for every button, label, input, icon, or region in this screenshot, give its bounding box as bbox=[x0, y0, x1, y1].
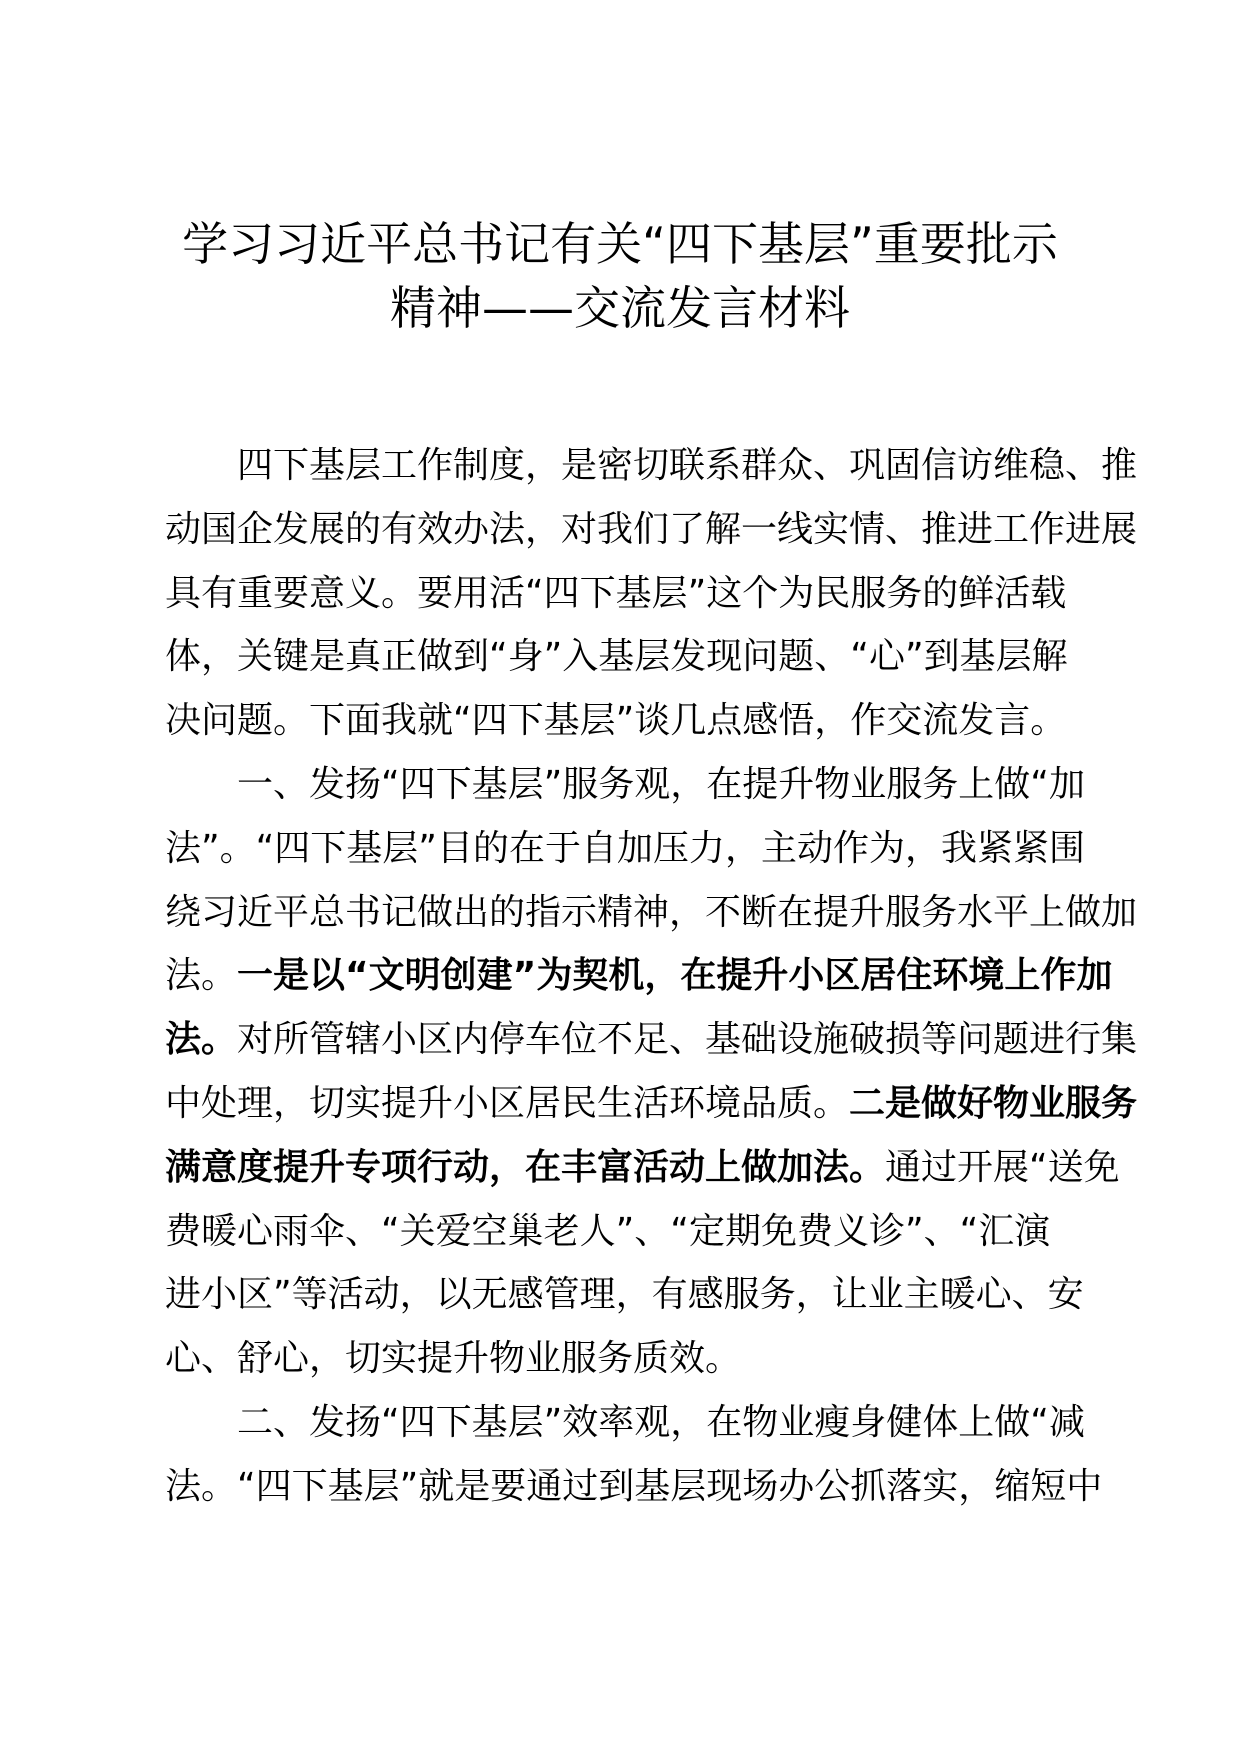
body-line bbox=[165, 1391, 1095, 1455]
bold-text-segment: 满意度提升专项行动，在丰富活动上做加法。 bbox=[165, 1146, 886, 1188]
document-title bbox=[150, 212, 1090, 340]
text-segment: 体，关键是真正做到“身”入基层发现问题、“心”到基层解 bbox=[165, 636, 1068, 678]
body-line bbox=[165, 562, 1095, 626]
text-segment: 二、发扬“四下基层”效率观，在物业瘦身健体上做“减 bbox=[237, 1401, 1085, 1443]
body-line bbox=[165, 1136, 1120, 1200]
bold-text-segment: 二是做好物业服务 bbox=[849, 1082, 1138, 1124]
body-line bbox=[165, 1327, 1095, 1391]
body-line bbox=[165, 625, 1095, 689]
text-segment: 法”。“四下基层”目的在于自加压力，主动作为，我紧紧围 bbox=[165, 827, 1085, 869]
body-line bbox=[165, 1072, 1138, 1136]
body-line bbox=[165, 434, 1138, 498]
text-segment: 对所管辖小区内停车位不足、基础设施破损等问题进行集 bbox=[237, 1019, 1138, 1061]
body-line bbox=[165, 944, 1113, 1008]
body-line bbox=[165, 881, 1138, 945]
body-line bbox=[165, 1200, 1095, 1264]
bold-text-segment: 一是以“文明创建”为契机，在提升小区居住环境上作加 bbox=[237, 955, 1113, 997]
text-segment: 进小区”等活动，以无感管理，有感服务，让业主暖心、安 bbox=[165, 1274, 1084, 1316]
text-segment: 通过开展“送免 bbox=[885, 1146, 1120, 1188]
body-line bbox=[165, 1008, 1138, 1072]
body-line bbox=[165, 689, 1095, 753]
title-line-2: 精神——交流发言材料 bbox=[390, 281, 850, 335]
text-segment: 法。 bbox=[165, 955, 238, 997]
document-body bbox=[165, 434, 1138, 1519]
text-segment: 动国企发展的有效办法，对我们了解一线实情、推进工作进展 bbox=[165, 508, 1138, 550]
body-line bbox=[165, 498, 1138, 562]
text-segment: 法。“四下基层”就是要通过到基层现场办公抓落实，缩短中 bbox=[165, 1465, 1103, 1507]
bold-text-segment: 法。 bbox=[165, 1019, 238, 1061]
text-segment: 决问题。下面我就“四下基层”谈几点感悟，作交流发言。 bbox=[165, 700, 1067, 742]
body-line bbox=[165, 1263, 1095, 1327]
text-segment: 四下基层工作制度，是密切联系群众、巩固信访维稳、推 bbox=[237, 445, 1138, 486]
body-line bbox=[165, 817, 1095, 881]
text-segment: 费暖心雨伞、“关爱空巢老人”、“定期免费义诊”、“汇演 bbox=[165, 1210, 1051, 1252]
title-line-1: 学习习近平总书记有关“四下基层”重要批示 bbox=[182, 217, 1058, 271]
body-line bbox=[165, 1455, 1103, 1519]
text-segment: 一、发扬“四下基层”服务观，在提升物业服务上做“加 bbox=[237, 763, 1085, 805]
text-segment: 绕习近平总书记做出的指示精神，不断在提升服务水平上做加 bbox=[165, 891, 1138, 933]
body-line bbox=[165, 753, 1095, 817]
text-segment: 具有重要意义。要用活“四下基层”这个为民服务的鲜活载 bbox=[165, 572, 1067, 614]
text-segment: 中处理，切实提升小区居民生活环境品质。 bbox=[165, 1082, 850, 1124]
text-segment: 心、舒心，切实提升物业服务质效。 bbox=[165, 1338, 742, 1380]
